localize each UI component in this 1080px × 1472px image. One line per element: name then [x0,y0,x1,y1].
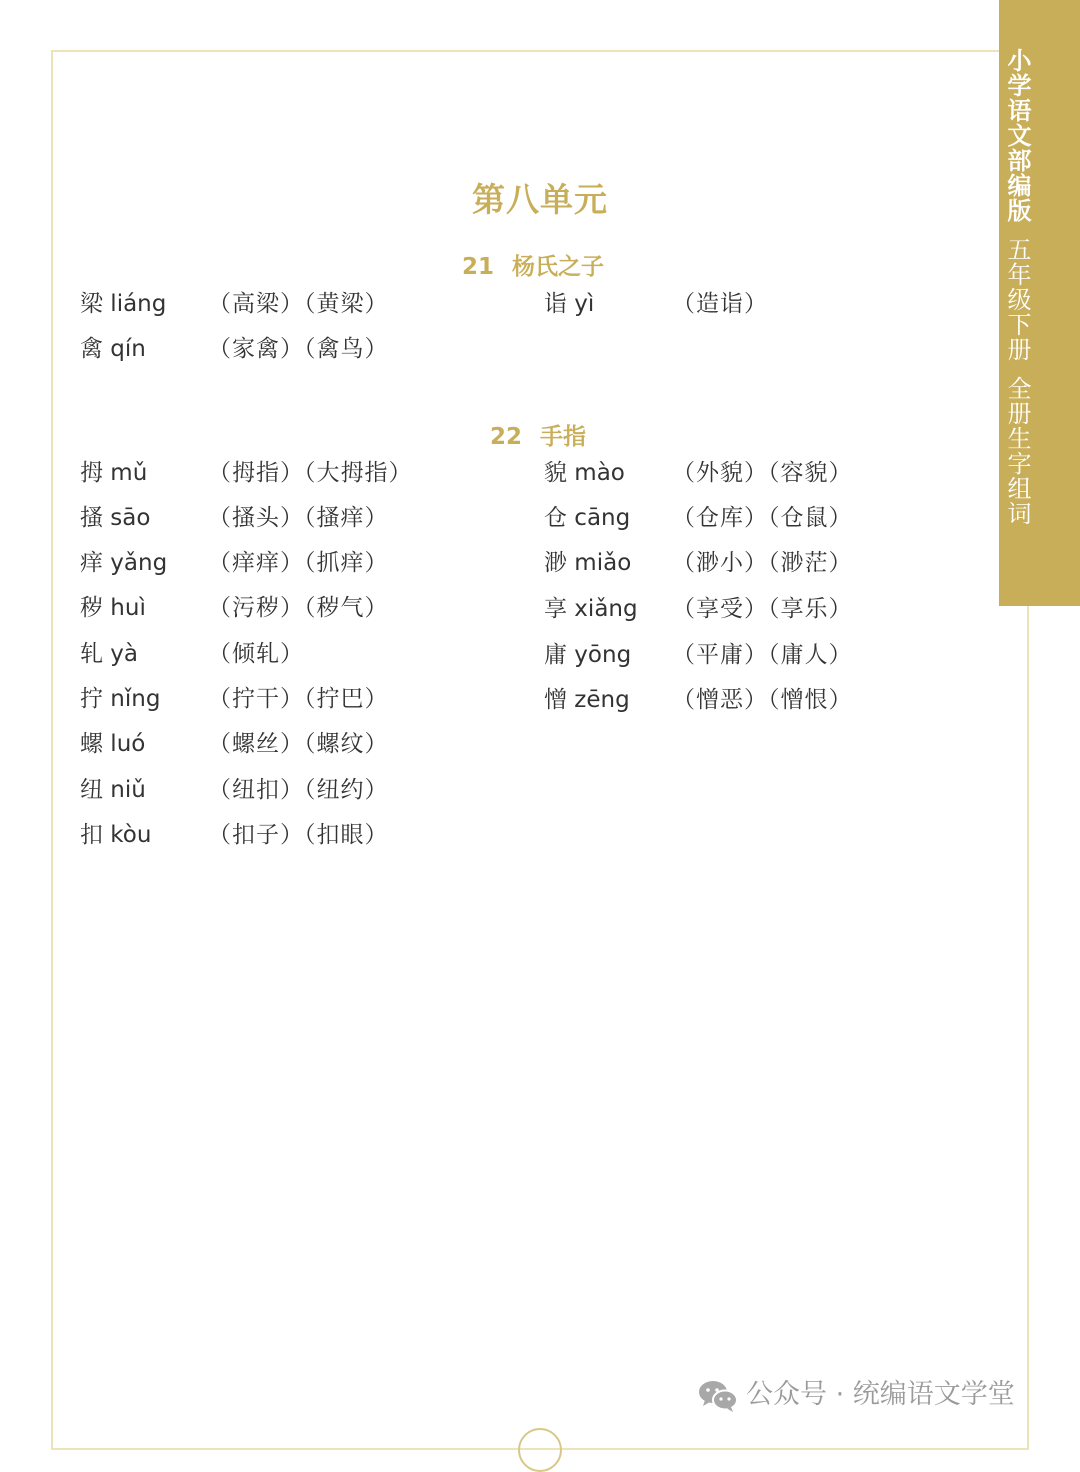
lesson-name: 杨氏之子 [512,254,605,280]
watermark-text: 公众号 · 统编语文学堂 [746,1379,1015,1410]
word-group: （造诣） [672,291,768,317]
char-pinyin: 轧 yà [80,641,139,667]
char-pinyin: 秽 huì [80,595,146,621]
side-tab-text [1003,48,1031,526]
char-pinyin: 禽 qín [80,336,146,362]
side-tab-title: 小学语文部编版 [1003,48,1031,223]
char-pinyin: 痒 yǎng [80,550,168,576]
lesson-number: 21 [462,254,495,280]
word-group: （家禽）（禽鸟） [208,336,389,362]
lesson-name: 手指 [540,424,587,450]
word-group: （螺丝）（螺纹） [208,731,389,757]
lesson-21-title [462,248,604,281]
char-pinyin: 纽 niǔ [80,777,146,803]
word-group: （倾轧） [208,641,304,667]
watermark [698,1375,1015,1415]
word-group: （扣子）（扣眼） [208,822,389,848]
lesson-22-title [490,418,586,451]
word-group: （憎恶）（憎恨） [672,687,853,713]
word-group: （纽扣）（纽约） [208,777,389,803]
lesson-number: 22 [490,424,523,450]
char-pinyin: 享 xiǎng [544,596,638,622]
char-pinyin: 貌 mào [544,460,625,486]
page-number-circle [518,1428,562,1472]
unit-title: 第八单元 [472,180,608,219]
word-group: （仓库）（仓鼠） [672,505,853,531]
word-group: （高梁）（黄梁） [208,291,389,317]
char-pinyin: 憎 zēng [544,687,630,713]
char-pinyin: 诣 yì [544,291,595,317]
char-pinyin: 渺 miǎo [544,550,632,576]
word-group: （搔头）（搔痒） [208,505,389,531]
char-pinyin: 拧 nǐng [80,686,161,712]
side-tab-grade: 五年级下册 [1003,237,1031,362]
char-pinyin: 螺 luó [80,731,146,757]
char-pinyin: 庸 yōng [544,642,632,668]
char-pinyin: 仓 cāng [544,505,631,531]
char-pinyin: 梁 liáng [80,291,167,317]
char-pinyin: 拇 mǔ [80,460,148,486]
wechat-icon [698,1379,738,1413]
word-group: （平庸）（庸人） [672,642,853,668]
word-group: （痒痒）（抓痒） [208,550,389,576]
word-group: （污秽）（秽气） [208,595,389,621]
word-group: （享受）（享乐） [672,596,853,622]
char-pinyin: 搔 sāo [80,505,151,531]
char-pinyin: 扣 kòu [80,822,152,848]
word-group: （拧干）（拧巴） [208,686,389,712]
word-group: （渺小）（渺茫） [672,550,853,576]
side-tab-subtitle: 全册生字组词 [1003,376,1031,526]
word-group: （外貌）（容貌） [672,460,853,486]
word-group: （拇指）（大拇指） [208,460,413,486]
